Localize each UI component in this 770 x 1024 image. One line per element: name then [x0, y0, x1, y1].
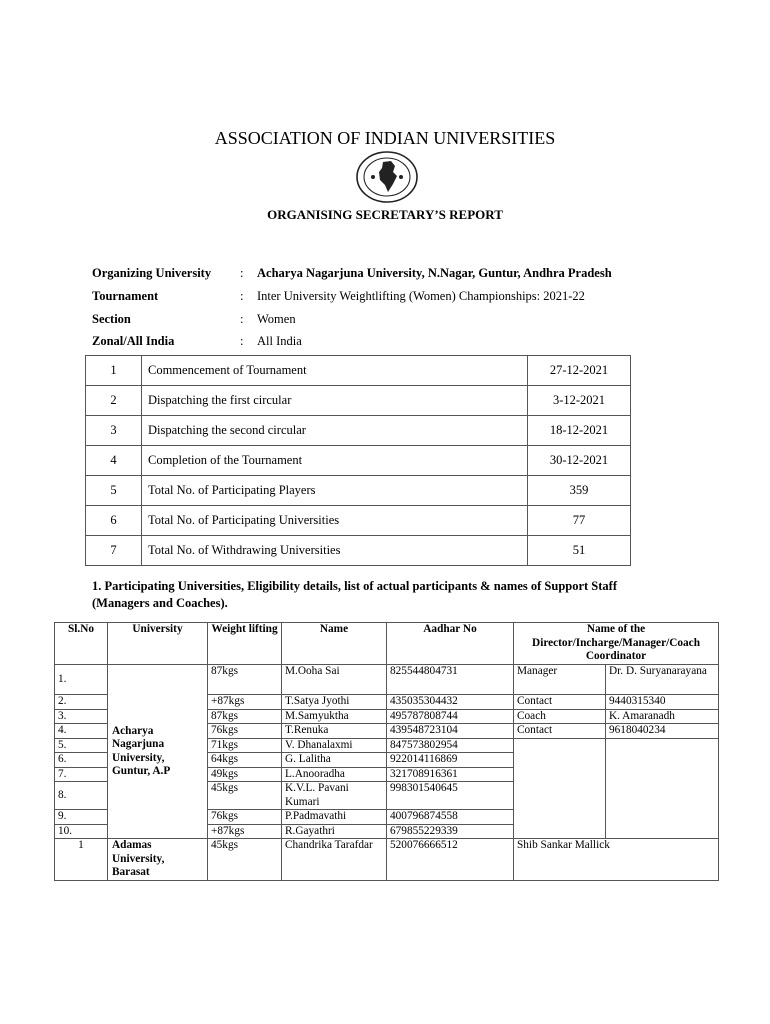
- row-university: Adamas University, Barasat: [108, 839, 208, 881]
- table-row: [86, 356, 631, 386]
- row-weight: +87kgs: [208, 695, 282, 710]
- summary-value: 77: [528, 506, 631, 536]
- row-slno: 1.: [55, 665, 108, 695]
- table-row: [86, 476, 631, 506]
- col-header-aadhar: Aadhar No: [387, 623, 514, 665]
- summary-no: 1: [86, 356, 142, 386]
- row-slno: 10.: [55, 824, 108, 839]
- info-colon: :: [240, 312, 244, 326]
- row-name: R.Gayathri: [282, 824, 387, 839]
- summary-no: 6: [86, 506, 142, 536]
- row-slno: 8.: [55, 782, 108, 810]
- row-slno: 6.: [55, 753, 108, 768]
- row-name: L.Anooradha: [282, 767, 387, 782]
- table-row: [86, 446, 631, 476]
- row-slno: 5.: [55, 738, 108, 753]
- row-aadhar: 679855229339: [387, 824, 514, 839]
- row-name: Chandrika Tarafdar: [282, 839, 387, 881]
- row-staff-name: 9440315340: [606, 695, 719, 710]
- row-university: Acharya Nagarjuna University, Guntur, A.P: [108, 665, 208, 839]
- table-row: [55, 839, 719, 881]
- row-name: P.Padmavathi: [282, 810, 387, 825]
- col-header-university: University: [108, 623, 208, 665]
- row-staff-role: Manager: [514, 665, 606, 695]
- row-aadhar: 825544804731: [387, 665, 514, 695]
- summary-item: Commencement of Tournament: [142, 356, 528, 386]
- row-name: V. Dhanalaxmi: [282, 738, 387, 753]
- summary-table: [85, 355, 631, 566]
- row-aadhar: 520076666512: [387, 839, 514, 881]
- row-slno: 1: [55, 839, 108, 881]
- row-staff-name: [606, 738, 719, 839]
- row-weight: 45kgs: [208, 839, 282, 881]
- row-slno: 7.: [55, 767, 108, 782]
- info-label: Section: [92, 312, 131, 326]
- row-staff-role: Coach: [514, 709, 606, 724]
- row-weight: 87kgs: [208, 665, 282, 695]
- row-aadhar: 400796874558: [387, 810, 514, 825]
- page-title: ASSOCIATION OF INDIAN UNIVERSITIES: [214, 128, 556, 148]
- row-staff-name: Shib Sankar Mallick: [514, 839, 719, 881]
- col-header-staff: Name of the Director/Incharge/Manager/Coach Coordinator: [514, 623, 719, 665]
- row-name: M.Samyuktha: [282, 709, 387, 724]
- row-weight: 76kgs: [208, 810, 282, 825]
- summary-no: 4: [86, 446, 142, 476]
- row-staff-name: 9618040234: [606, 724, 719, 739]
- table-row: [86, 386, 631, 416]
- row-aadhar: 435035304432: [387, 695, 514, 710]
- col-header-weight: Weight lifting: [208, 623, 282, 665]
- row-name: K.V.L. Pavani Kumari: [282, 782, 387, 810]
- row-name: M.Ooha Sai: [282, 665, 387, 695]
- row-aadhar: 439548723104: [387, 724, 514, 739]
- row-name: T.Satya Jyothi: [282, 695, 387, 710]
- row-slno: 3.: [55, 709, 108, 724]
- table-row: [86, 536, 631, 566]
- aiu-seal-icon: [355, 150, 419, 204]
- row-slno: 2.: [55, 695, 108, 710]
- row-slno: 9.: [55, 810, 108, 825]
- summary-no: 3: [86, 416, 142, 446]
- row-aadhar: 922014116869: [387, 753, 514, 768]
- table-row: [86, 416, 631, 446]
- summary-value: 359: [528, 476, 631, 506]
- row-weight: +87kgs: [208, 824, 282, 839]
- info-colon: :: [240, 289, 244, 303]
- info-value: Women: [257, 312, 296, 326]
- row-name: T.Renuka: [282, 724, 387, 739]
- summary-no: 2: [86, 386, 142, 416]
- row-staff-role: Contact: [514, 695, 606, 710]
- participants-table: [54, 622, 719, 881]
- table-row: [86, 506, 631, 536]
- row-weight: 49kgs: [208, 767, 282, 782]
- info-label: Zonal/All India: [92, 334, 175, 348]
- row-weight: 45kgs: [208, 782, 282, 810]
- info-colon: :: [240, 266, 244, 280]
- summary-item: Completion of the Tournament: [142, 446, 528, 476]
- summary-item: Total No. of Withdrawing Universities: [142, 536, 528, 566]
- info-colon: :: [240, 334, 244, 348]
- info-value: Acharya Nagarjuna University, N.Nagar, Guntur, Andhra Pradesh: [257, 266, 612, 280]
- col-header-slno: Sl.No: [55, 623, 108, 665]
- summary-item: Dispatching the second circular: [142, 416, 528, 446]
- section-1-heading: 1. Participating Universities, Eligibility details, list of actual participants & names of Support Staff (Managers and Coaches).: [92, 579, 617, 610]
- summary-value: 18-12-2021: [528, 416, 631, 446]
- row-aadhar: 998301540645: [387, 782, 514, 810]
- row-aadhar: 321708916361: [387, 767, 514, 782]
- summary-value: 27-12-2021: [528, 356, 631, 386]
- row-aadhar: 847573802954: [387, 738, 514, 753]
- table-row: [55, 665, 719, 695]
- summary-value: 51: [528, 536, 631, 566]
- row-weight: 76kgs: [208, 724, 282, 739]
- summary-item: Total No. of Participating Universities: [142, 506, 528, 536]
- row-staff-role: [514, 738, 606, 839]
- summary-item: Total No. of Participating Players: [142, 476, 528, 506]
- table-header-row: [55, 623, 719, 665]
- report-subtitle: ORGANISING SECRETARY’S REPORT: [267, 207, 503, 222]
- row-aadhar: 495787808744: [387, 709, 514, 724]
- summary-item: Dispatching the first circular: [142, 386, 528, 416]
- row-weight: 87kgs: [208, 709, 282, 724]
- row-name: G. Lalitha: [282, 753, 387, 768]
- summary-value: 30-12-2021: [528, 446, 631, 476]
- info-label: Organizing University: [92, 266, 212, 280]
- row-weight: 64kgs: [208, 753, 282, 768]
- info-value: Inter University Weightlifting (Women) Championships: 2021-22: [257, 289, 585, 303]
- row-slno: 4.: [55, 724, 108, 739]
- summary-value: 3-12-2021: [528, 386, 631, 416]
- summary-no: 7: [86, 536, 142, 566]
- summary-no: 5: [86, 476, 142, 506]
- col-header-name: Name: [282, 623, 387, 665]
- row-weight: 71kgs: [208, 738, 282, 753]
- row-staff-role: Contact: [514, 724, 606, 739]
- row-staff-name: K. Amaranadh: [606, 709, 719, 724]
- info-label: Tournament: [92, 289, 159, 303]
- info-value: All India: [257, 334, 302, 348]
- row-staff-name: Dr. D. Suryanarayana: [606, 665, 719, 695]
